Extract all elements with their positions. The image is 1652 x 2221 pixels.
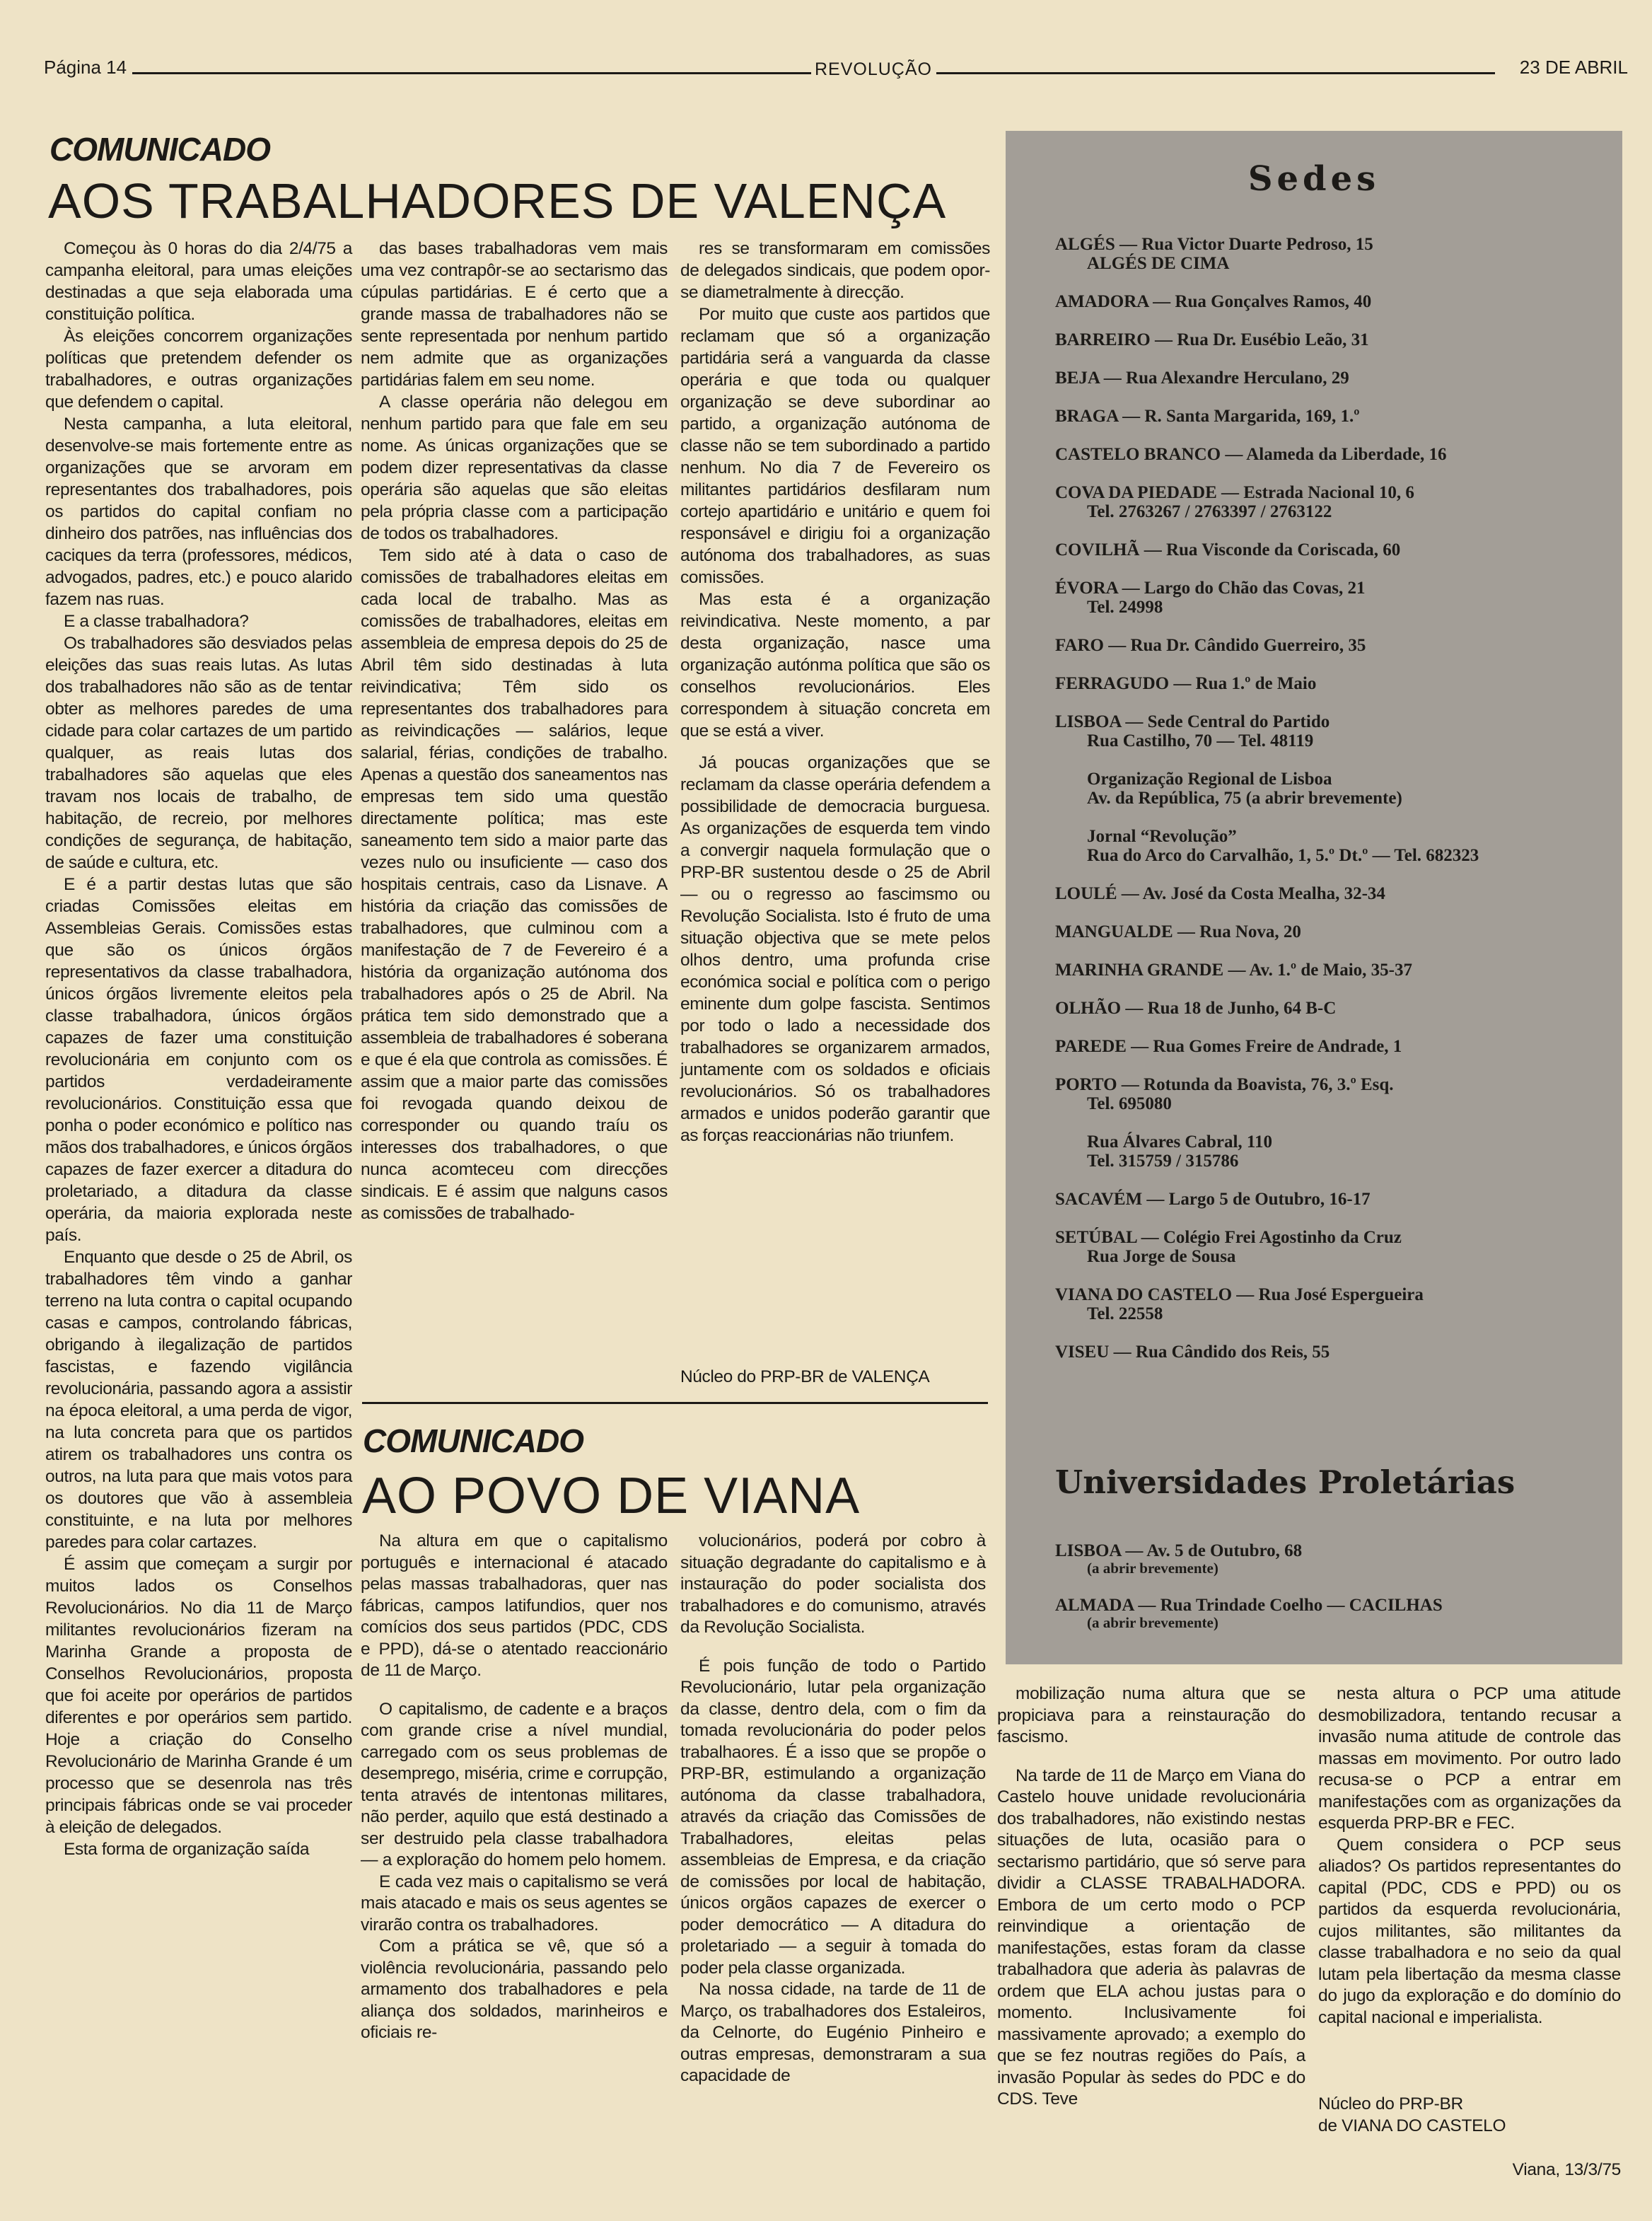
sede-address: SETÚBAL — Colégio Frei Agostinho da Cruz bbox=[1055, 1228, 1402, 1247]
university-address: LISBOA — Av. 5 de Outubro, 68 bbox=[1055, 1541, 1303, 1560]
sede-address: SACAVÉM — Largo 5 de Outubro, 16-17 bbox=[1055, 1190, 1371, 1209]
article2-column-2 bbox=[680, 1531, 986, 2087]
paragraph: Já poucas organizações que se reclamam da classe operária defendem a possibilidade de democracia burguesa. As organizações de esquerda tem vindo a convergir naquela formulação que o PRP-BR sustentou desde o 25 de Abril — ou o regresso ao fascimsmo ou Revolução Socialista. Isto é fruto de uma situação objectiva que se mete pelos olhos dentro, uma profunda crise económica social e política com o perigo eminente dum golpe fascista. Sentimos por todo o lado a necessidade dos trabalhadores se organizarem armados, juntamente com os soldados e oficiais revolucionários. Só os trabalhadores armados e unidos poderão garantir que as forças reaccionárias não triunfem. bbox=[680, 753, 990, 1145]
sede-entry bbox=[1055, 1285, 1614, 1323]
paragraph: Na tarde de 11 de Março em Viana do Castelo houve unidade revolucionária dos trabalhadores, não existindo nestas situações de luta, ocasião para o sectarismo partidário, que só serve para dividir a CLASSE TRABALHADORA. Embora de um certo modo o PCP reinvindique a orientação de manifestações, estas foram da classe trabalhadora que aderia às palavras de ordem que ELA achou justas para o momento. Inclusivamente foi massivamente aprovado; a exemplo do que se fez noutras regiões do País, a invasão Popular às sedes do PDC e do CDS. Teve bbox=[997, 1765, 1305, 2109]
sede-entry bbox=[1055, 636, 1614, 655]
sede-entry bbox=[1055, 961, 1614, 980]
newspaper-name: REVOLUÇÃO bbox=[815, 59, 932, 79]
sede-address: PAREDE — Rua Gomes Freire de Andrade, 1 bbox=[1055, 1037, 1402, 1056]
sede-entry bbox=[1055, 407, 1614, 426]
sede-address: MANGUALDE — Rua Nova, 20 bbox=[1055, 922, 1301, 941]
article1-column-3 bbox=[680, 238, 990, 1147]
paragraph: Às eleições concorrem organizações políticas que pretendem defender os trabalhadores, e outras organizações que defendem o capital. bbox=[45, 327, 352, 412]
section-divider bbox=[362, 1402, 988, 1404]
sede-detail: Tel. 2763267 / 2763397 / 2763122 bbox=[1087, 502, 1332, 521]
sede-entry bbox=[1055, 330, 1614, 349]
sede-address: ALGÉS — Rua Victor Duarte Pedroso, 15 bbox=[1055, 235, 1373, 254]
sede-entry bbox=[1055, 884, 1614, 903]
paragraph: Por muito que custe aos partidos que reclamam que só a organização partidária será a vanguarda da classe operária e que toda ou qualquer organização se deve subordinar ao partido, a organização autónoma de classe não se tem subordinado a partido nenhum. No dia 7 de Fevereiro os militantes partidários desfilaram num cortejo apartidário e unitário e quem foi responsável e dirigiu foi a organização autónoma dos trabalhadores, as suas comissões. bbox=[680, 305, 990, 587]
paragraph: Com a prática se vê, que só a violência revolucionária, passando pelo armamento dos trabalhadores e pela aliança dos soldados, marinheiros e oficiais re- bbox=[361, 1937, 668, 2042]
sede-entry bbox=[1055, 1037, 1614, 1056]
universities-title: Universidades Proletárias bbox=[1055, 1463, 1516, 1501]
paragraph: Enquanto que desde o 25 de Abril, os trabalhadores têm vindo a ganhar terreno na luta contra o capital ocupando casas e campos, controlando fábricas, obrigando à ilegalização de partidos fascistas, e fazendo vigilância revolucionária, passando agora a assistir na época eleitoral, a uma perda de vigor, na luta concreta para que os partidos atirem os trabalhadores uns contra os outros, na luta para que mais votos para os doutores que vão à assembleia constituinte, e na luta por melhores paredes para colar cartazes. bbox=[45, 1248, 352, 1552]
paragraph: A classe operária não delegou em nenhum partido para que fale em seu nome. As únicas organizações que se podem dizer representativas da classe operária são aquelas que são eleitas pela própria classe com a participação de todos os trabalhadores. bbox=[361, 393, 668, 543]
sede-address: LISBOA — Sede Central do Partido bbox=[1055, 712, 1330, 731]
article1-title: AOS TRABALHADORES DE VALENÇA bbox=[48, 173, 947, 228]
sede-entry bbox=[1055, 1190, 1614, 1209]
university-entry bbox=[1055, 1596, 1614, 1632]
sede-address: COVA DA PIEDADE — Estrada Nacional 10, 6 bbox=[1055, 483, 1414, 502]
article2-column-3 bbox=[997, 1683, 1305, 2111]
university-entry bbox=[1055, 1542, 1614, 1577]
sede-entry bbox=[1055, 1132, 1614, 1171]
sede-entry bbox=[1055, 922, 1614, 941]
sede-detail: Rua Castilho, 70 — Tel. 48119 bbox=[1087, 731, 1314, 750]
page-number: Página 14 bbox=[44, 57, 127, 78]
sede-address: BEJA — Rua Alexandre Herculano, 29 bbox=[1055, 369, 1349, 388]
sede-address: OLHÃO — Rua 18 de Junho, 64 B-C bbox=[1055, 999, 1337, 1018]
sede-address: VISEU — Rua Cândido dos Reis, 55 bbox=[1055, 1343, 1330, 1362]
sede-entry bbox=[1055, 540, 1614, 559]
sede-address: MARINHA GRANDE — Av. 1.º de Maio, 35-37 bbox=[1055, 961, 1413, 980]
sede-address: Rua Álvares Cabral, 110 bbox=[1087, 1132, 1273, 1152]
sede-detail: Tel. 695080 bbox=[1087, 1094, 1172, 1113]
page-header bbox=[44, 57, 1628, 85]
paragraph: E cada vez mais o capitalismo se verá mais atacado e mais os seus agentes se virarão contra os trabalhadores. bbox=[361, 1872, 668, 1935]
article1-signature: Núcleo do PRP-BR de VALENÇA bbox=[680, 1367, 930, 1386]
sede-detail: Rua Jorge de Sousa bbox=[1087, 1247, 1236, 1266]
article2-signature: Núcleo do PRP-BR de VIANA DO CASTELO bbox=[1318, 2094, 1506, 2135]
sedes-list bbox=[1055, 235, 1614, 1381]
sede-address: FARO — Rua Dr. Cândido Guerreiro, 35 bbox=[1055, 636, 1366, 655]
sede-address: PORTO — Rotunda da Boavista, 76, 3.º Esq. bbox=[1055, 1075, 1394, 1094]
paragraph: das bases trabalhadoras vem mais uma vez contrapôr-se ao sectarismo das cúpulas partidárias. E é certo que a grande massa de trabalhadores não se sente representada por nenhum partido nem admite que as organizações partidárias falem em seu nome. bbox=[361, 239, 668, 390]
paragraph: mobilização numa altura que se propiciava para a reinstauração do fascismo. bbox=[997, 1684, 1305, 1746]
paragraph: Começou às 0 horas do dia 2/4/75 a campanha eleitoral, para umas eleições destinadas a que seja elaborada uma constituição política. bbox=[45, 239, 352, 324]
sedes-box bbox=[1006, 131, 1622, 1664]
sede-address: BARREIRO — Rua Dr. Eusébio Leão, 31 bbox=[1055, 330, 1369, 349]
universities-list bbox=[1055, 1542, 1614, 1651]
paragraph: O capitalismo, de cadente e a braços com grande crise a nível mundial, carregado com os seus problemas de desemprego, miséria, crime e corrupção, tenta através de intentonas militares, não perder, aquilo que está destinado a ser destruido pela classe trabalhadora — a exploração do homem pelo homem. bbox=[361, 1699, 668, 1869]
sede-address: LOULÉ — Av. José da Costa Mealha, 32-34 bbox=[1055, 884, 1385, 903]
paragraph: Os trabalhadores são desviados pelas eleições das suas reais lutas. As lutas dos trabalhadores não são as de tentar obter as melhores paredes de uma cidade para colar cartazes de um partido qualquer, as reais lutas dos trabalhadores são aquelas que eles travam nos locais de trabalho, de habitação, de recreio, por melhores condições de segurança, de habitação, de saúde e cultura, etc. bbox=[45, 634, 352, 872]
sede-entry bbox=[1055, 712, 1614, 750]
paragraph: Nesta campanha, a luta eleitoral, desenvolve-se mais fortemente entre as organizações que se arvoram em representantes dos trabalhadores, pois os partidos do capital confiam no dinheiro dos patrões, nas influências dos caciques da terra (professores, médicos, advogados, padres, etc.) e pouco alarido fazem nas ruas. bbox=[45, 414, 352, 609]
sede-entry bbox=[1055, 292, 1614, 311]
sede-entry bbox=[1055, 483, 1614, 521]
issue-date: 23 DE ABRIL bbox=[1519, 57, 1628, 78]
sede-entry bbox=[1055, 1075, 1614, 1113]
sede-address: VIANA DO CASTELO — Rua José Espergueira bbox=[1055, 1285, 1424, 1304]
sede-address: AMADORA — Rua Gonçalves Ramos, 40 bbox=[1055, 292, 1372, 311]
article2-column-1 bbox=[361, 1531, 668, 2044]
sede-entry bbox=[1055, 999, 1614, 1018]
article1-kicker: COMUNICADO bbox=[50, 131, 270, 168]
sede-address: Jornal “Revolução” bbox=[1087, 827, 1237, 846]
sede-entry bbox=[1055, 1343, 1614, 1362]
sede-address: CASTELO BRANCO — Alameda da Liberdade, 16 bbox=[1055, 445, 1447, 464]
paragraph: Tem sido até à data o caso de comissões de trabalhadores eleitas em cada local de trabalho. Mas as comissões de trabalhadores, eleitas em assembleia de empresa depois do 25 de Abril têm sido destinadas à luta reivindicativa; Têm sido os representantes dos trabalhadores para as reivindicações — salários, leque salarial, férias, condições de trabalho. Apenas a questão dos saneamentos nas empresas tem sido uma questão directamente política; mas este saneamento tem sido a maior parte das vezes nulo ou insuficiente — caso dos hospitais centrais, caso da Lisnave. A história da criação das comissões de trabalhadores, que culminou com a manifestação de 7 de Fevereiro é a história da organização autónoma dos trabalhadores após o 25 de Abril. Na prática tem sido demonstrado que a assembleia de trabalhadores é soberana e que é ela que controla as comissões. É assim que a maior parte das comissões foi revogada quando deixou de corresponder ou quando traíu os interesses dos trabalhadores, o que nunca acomteceu com direcções sindicais. E é assim que nalguns casos as comissões de trabalhado- bbox=[361, 546, 668, 1223]
sede-detail: Tel. 24998 bbox=[1087, 598, 1163, 617]
sede-entry bbox=[1055, 369, 1614, 388]
sede-detail: ALGÉS DE CIMA bbox=[1087, 254, 1230, 273]
sede-detail: Rua do Arco do Carvalhão, 1, 5.º Dt.º — Tel. 682323 bbox=[1087, 846, 1479, 865]
paragraph: Mas esta é a organização reivindicativa. Neste momento, a par desta organização, nasce uma organização autónma política que são os conselhos revolucionários. Eles correspondem à situação concreta em que se está a viver. bbox=[680, 590, 990, 741]
sede-detail: Tel. 22558 bbox=[1087, 1304, 1163, 1323]
article2-column-4 bbox=[1318, 1683, 1621, 2029]
paragraph: res se transformaram em comissões de delegados sindicais, que podem opor-se diametralmente à direcção. bbox=[680, 239, 990, 302]
sede-address: FERRAGUDO — Rua 1.º de Maio bbox=[1055, 674, 1317, 693]
sede-entry bbox=[1055, 770, 1614, 808]
sedes-title: Sedes bbox=[1247, 159, 1380, 199]
sede-address: Organização Regional de Lisboa bbox=[1087, 770, 1332, 789]
sede-detail: Tel. 315759 / 315786 bbox=[1087, 1152, 1239, 1171]
sede-entry bbox=[1055, 445, 1614, 464]
sede-address: ÉVORA — Largo do Chão das Covas, 21 bbox=[1055, 579, 1366, 598]
sede-entry bbox=[1055, 579, 1614, 617]
sede-detail: Av. da República, 75 (a abrir brevemente) bbox=[1087, 789, 1402, 808]
paragraph: Na nossa cidade, na tarde de 11 de Março, os trabalhadores dos Estaleiros, da Celnorte, do Eugénio Pinheiro e outras empresas, demonstraram a sua capacidade de bbox=[680, 1980, 986, 2085]
paragraph: nesta altura o PCP uma atitude desmobilizadora, tentando recusar a invasão numa atitude de controle das massas em movimento. Por outro lado recusa-se o PCP a entrar em manifestações com as organizações da esquerda PRP-BR e FEC. bbox=[1318, 1684, 1621, 1833]
article1-column-2 bbox=[361, 238, 668, 1224]
sede-entry bbox=[1055, 674, 1614, 693]
header-rule bbox=[936, 72, 1495, 74]
university-note: (a abrir brevemente) bbox=[1087, 1560, 1218, 1577]
paragraph: Na altura em que o capitalismo português e internacional é atacado pelas massas trabalhadoras, quer nas fábricas, campos latifundios, quer nos comícios dos seus partidos (PDC, CDS e PPD), dá-se o atentado reaccionário de 11 de Março. bbox=[361, 1531, 668, 1680]
paragraph: volucionários, poderá por cobro à situação degradante do capitalismo e à instauração do poder socialista dos trabalhadores e do comunismo, através da Revolução Socialista. bbox=[680, 1531, 986, 1637]
sede-address: COVILHÃ — Rua Visconde da Coriscada, 60 bbox=[1055, 540, 1401, 559]
paragraph: É assim que começam a surgir por muitos lados os Conselhos Revolucionários. No dia 11 de Março militantes revolucionários fizeram na Marinha Grande a proposta de Conselhos Revolucionários, proposta que foi aceite por operários de partidos diferentes e por operários sem partido. Hoje a criação do Conselho Revolucionário de Marinha Grande é um processo que se desenrola nas três principais fábricas onde se vai proceder à eleição de delegados. bbox=[45, 1555, 352, 1837]
header-rule bbox=[132, 72, 811, 74]
paragraph: E é a partir destas lutas que são criadas Comissões eleitas em Assembleias Gerais. Comissões estas que são os únicos órgãos representativos da classe trabalhadora, únicos órgãos livremente eleitos pela classe trabalhadora, únicos órgãos capazes de fazer uma constituição revolucionária em conjunto com os partidos verdadeiramente revolucionários. Constituição essa que ponha o poder económico e político nas mãos dos trabalhadores, e únicos órgãos capazes de fazer exercer a ditadura do proletariado, a ditadura da classe operária, da maioria explorada neste país. bbox=[45, 875, 352, 1245]
paragraph: Quem considera o PCP seus aliados? Os partidos representantes do capital (PDC, CDS e PPD) ou os partidos da esquerda revolucionária, cujos militantes, são militantes da classe trabalhadora e no seio da qual lutam pela libertação da mesma classe do jugo da exploração e do domínio do capital nacional e imperialista. bbox=[1318, 1835, 1621, 2027]
paragraph: Esta forma de organização saída bbox=[64, 1840, 310, 1859]
paragraph: E a classe trabalhadora? bbox=[64, 612, 249, 631]
sede-entry bbox=[1055, 235, 1614, 273]
university-address: ALMADA — Rua Trindade Coelho — CACILHAS bbox=[1055, 1596, 1443, 1615]
university-note: (a abrir brevemente) bbox=[1087, 1614, 1218, 1631]
article1-column-1 bbox=[45, 238, 352, 1860]
sede-address: BRAGA — R. Santa Margarida, 169, 1.º bbox=[1055, 407, 1360, 426]
article2-title: AO POVO DE VIANA bbox=[362, 1468, 861, 1524]
article2-kicker: COMUNICADO bbox=[363, 1422, 583, 1459]
sede-entry bbox=[1055, 827, 1614, 865]
article2-dateline: Viana, 13/3/75 bbox=[1512, 2160, 1621, 2179]
sede-entry bbox=[1055, 1228, 1614, 1266]
paragraph: É pois função de todo o Partido Revolucionário, lutar pela organização da classe, dentro dela, com o fim da tomada revolucionária do poder pelos trabalhaores. É a isso que se propõe o PRP-BR, estimulando a organização autónoma da classe trabalhadora, através da criação das Comissões de Trabalhadores, eleitas pelas assembleias de Empresa, e da criação de comissões por local de habitação, únicos orgãos capazes de exercer o poder democrático — A ditadura do proletariado — a seguir à tomada do poder pela classe organizada. bbox=[680, 1656, 986, 1978]
